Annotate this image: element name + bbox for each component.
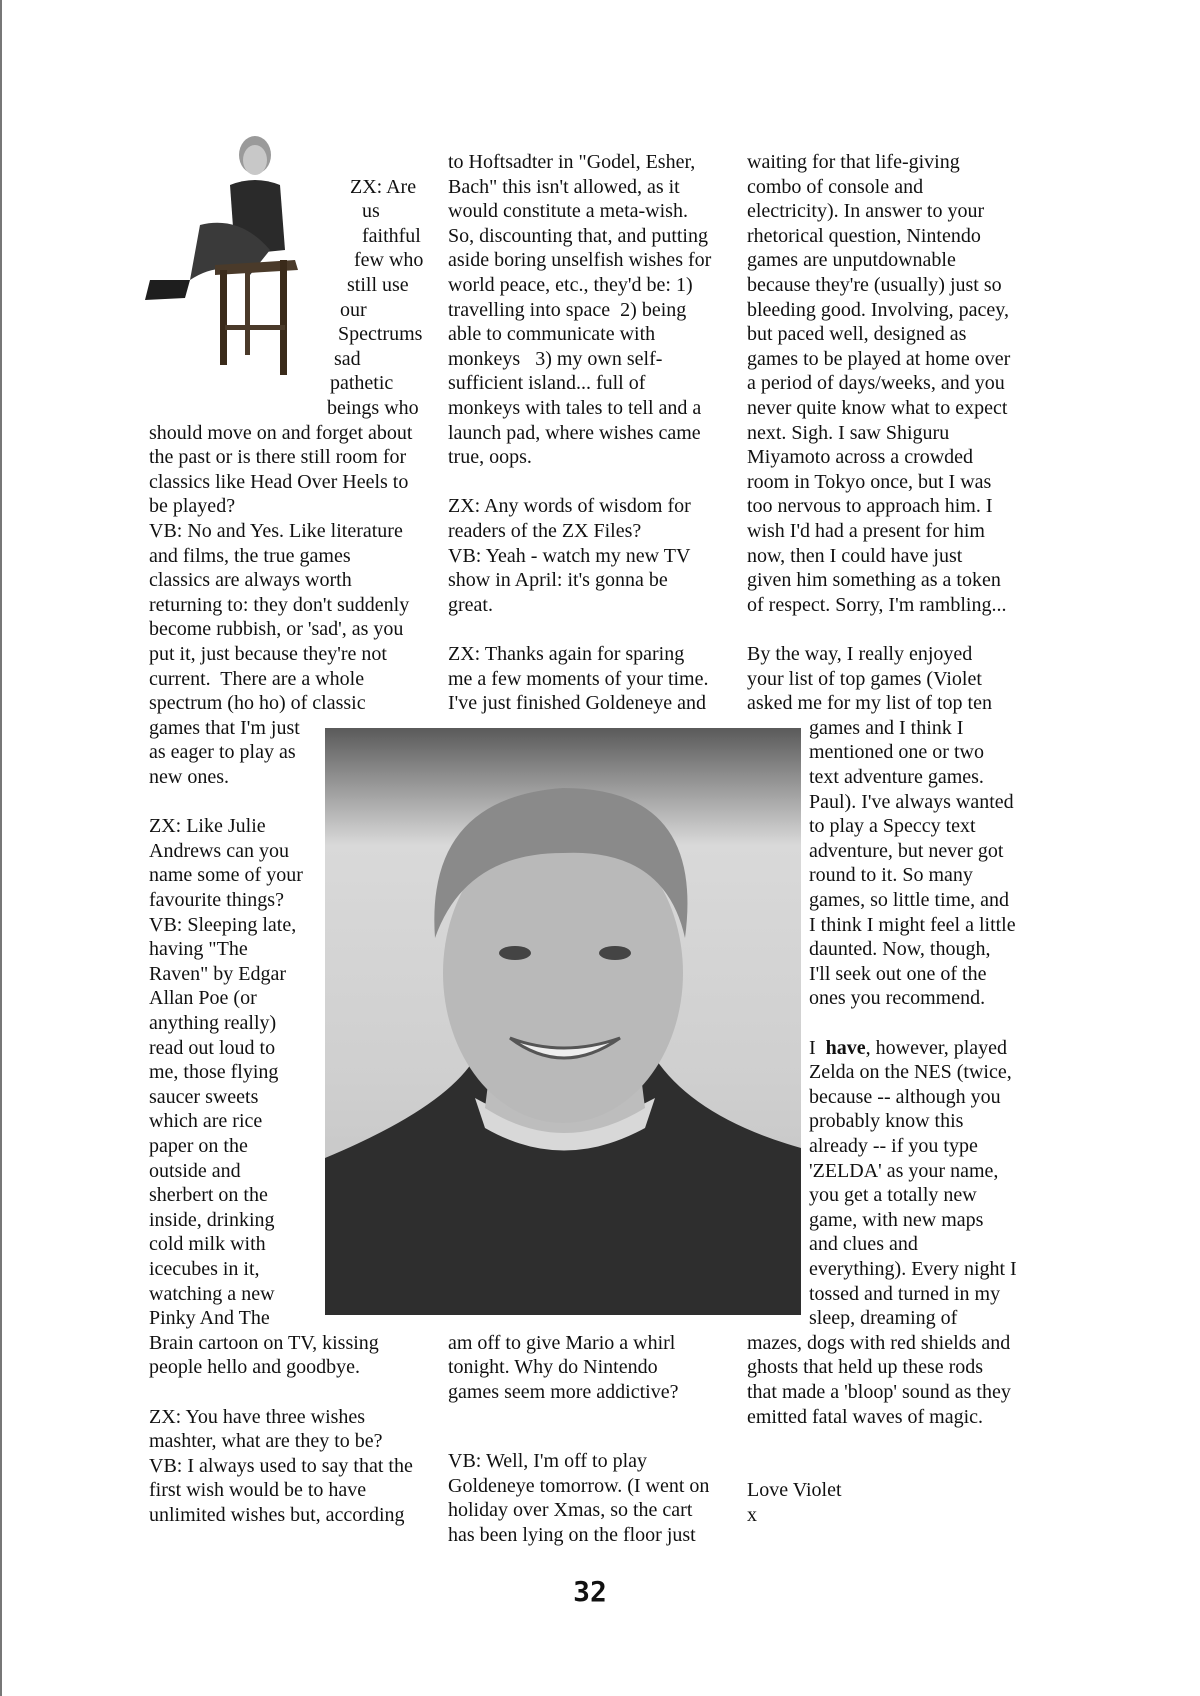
text-line: to Hoftsadter in "Godel, Esher, xyxy=(448,151,696,173)
text-line: few who xyxy=(354,249,424,272)
text-line: VB: Sleeping late, xyxy=(149,913,297,936)
text-line: games and I think I xyxy=(809,716,964,739)
text-segment: I xyxy=(809,1036,826,1059)
text-line: which are rice xyxy=(149,1110,263,1133)
text-line: Raven" by Edgar xyxy=(149,962,287,985)
text-line: great. xyxy=(448,593,493,616)
text-line: mazes, dogs with red shields and xyxy=(747,1331,1011,1354)
text-line: adventure, but never got xyxy=(809,839,1004,862)
text-line: bleeding good. Involving, pacey, xyxy=(747,298,1009,321)
text-line: people hello and goodbye. xyxy=(149,1356,361,1379)
text-line: Andrews can you xyxy=(149,839,289,862)
text-line: icecubes in it, xyxy=(149,1258,260,1280)
text-line: that made a 'bloop' sound as they xyxy=(747,1381,1011,1403)
text-line: Allan Poe (or xyxy=(149,987,257,1010)
text-line: rhetorical question, Nintendo xyxy=(747,224,981,247)
text-line: So, discounting that, and putting xyxy=(448,224,708,247)
text-segment: , however, played xyxy=(865,1036,1008,1059)
text-line: Zelda on the NES (twice, xyxy=(809,1061,1012,1084)
text-line: name some of your xyxy=(149,864,303,887)
text-line: room in Tokyo once, but I was xyxy=(747,470,992,493)
text-line: never quite know what to expect xyxy=(747,397,1008,419)
text-line: tossed and turned in my xyxy=(809,1282,1001,1305)
text-line: sleep, dreaming of xyxy=(809,1307,958,1330)
text-line: to play a Speccy text xyxy=(809,815,976,838)
portrait-photo xyxy=(325,728,801,1315)
text-line: but paced well, designed as xyxy=(747,323,967,346)
woman-on-chair-image xyxy=(130,130,330,395)
text-line: be played? xyxy=(149,495,236,518)
text-line: ZX: Like Julie xyxy=(149,815,266,838)
text-line: as eager to play as xyxy=(149,741,296,764)
text-line: everything). Every night I xyxy=(809,1258,1017,1280)
text-line: probably know this xyxy=(809,1110,964,1133)
text-line xyxy=(809,1036,1007,1061)
text-line: waiting for that life-giving xyxy=(747,151,960,173)
text-line: now, then I could have just xyxy=(747,544,963,567)
text-line: a period of days/weeks, and you xyxy=(747,372,1005,395)
text-line: I think I might feel a little xyxy=(809,913,1016,936)
chair-photo xyxy=(130,130,330,395)
text-line: emitted fatal waves of magic. xyxy=(747,1405,984,1428)
text-line: because they're (usually) just so xyxy=(747,274,1002,296)
text-line: combo of console and xyxy=(747,175,924,198)
text-line: Spectrums xyxy=(338,323,423,346)
text-line: game, with new maps xyxy=(809,1208,984,1231)
text-line: put it, just because they're not xyxy=(149,643,387,665)
text-line: VB: Well, I'm off to play xyxy=(448,1450,648,1472)
text-line: readers of the ZX Files? xyxy=(448,520,642,542)
text-line: faithful xyxy=(362,224,421,247)
text-line: paper on the xyxy=(149,1135,248,1157)
text-line: games, so little time, and xyxy=(809,889,1009,911)
text-line: asked me for my list of top ten xyxy=(747,692,992,715)
text-line: wish I'd had a present for him xyxy=(747,520,985,542)
text-line: cold milk with xyxy=(149,1233,266,1256)
text-line: favourite things? xyxy=(149,889,284,911)
text-line: sad xyxy=(334,347,361,370)
text-line: ghosts that held up these rods xyxy=(747,1356,984,1379)
text-line: me, those flying xyxy=(149,1061,279,1084)
text-line: games are unputdownable xyxy=(747,249,956,272)
text-line: sherbert on the xyxy=(149,1184,268,1207)
text-line: games that I'm just xyxy=(149,716,300,739)
text-line: given him something as a token xyxy=(747,569,1001,592)
text-line: classics like Head Over Heels to xyxy=(149,470,409,493)
text-line: having "The xyxy=(149,938,248,961)
text-line: still use xyxy=(347,274,409,296)
text-line: because -- although you xyxy=(809,1085,1001,1108)
text-line: outside and xyxy=(149,1159,241,1182)
text-line: read out loud to xyxy=(149,1036,276,1059)
text-line: would constitute a meta-wish. xyxy=(448,200,688,223)
text-line: monkeys with tales to tell and a xyxy=(448,397,702,419)
text-line: ZX: You have three wishes xyxy=(149,1405,366,1428)
bold-text: have xyxy=(825,1036,866,1059)
text-line: electricity). In answer to your xyxy=(747,200,985,223)
text-line: sufficient island... full of xyxy=(448,372,646,395)
text-line: games to be played at home over xyxy=(747,347,1011,370)
text-line: mentioned one or two xyxy=(809,741,984,764)
text-line: Paul). I've always wanted xyxy=(809,790,1014,813)
text-line: ones you recommend. xyxy=(809,987,986,1010)
text-line: VB: Yeah - watch my new TV xyxy=(448,544,691,567)
text-line: round to it. So many xyxy=(809,864,973,887)
text-line: able to communicate with xyxy=(448,323,656,346)
page-edge-line xyxy=(0,0,2,1696)
text-line: VB: I always used to say that the xyxy=(149,1454,413,1477)
text-line: your list of top games (Violet xyxy=(747,667,982,690)
text-line: ZX: Are xyxy=(350,175,417,198)
text-line: first wish would be to have xyxy=(149,1479,367,1502)
text-line: too nervous to approach him. I xyxy=(747,495,993,518)
text-line: classics are always worth xyxy=(149,569,352,592)
text-line: 'ZELDA' as your name, xyxy=(809,1159,999,1182)
text-line: aside boring unselfish wishes for xyxy=(448,249,712,272)
text-line: Love Violet xyxy=(747,1479,842,1502)
text-line: anything really) xyxy=(149,1012,277,1034)
text-line: me a few moments of your time. xyxy=(448,667,709,690)
text-line: spectrum (ho ho) of classic xyxy=(149,692,366,715)
text-line: returning to: they don't suddenly xyxy=(149,593,410,616)
text-line: Bach" this isn't allowed, as it xyxy=(448,175,680,198)
text-line: monkeys 3) my own self- xyxy=(448,347,663,370)
text-line: daunted. Now, though, xyxy=(809,938,991,961)
text-line: Goldeneye tomorrow. (I went on xyxy=(448,1474,710,1497)
text-line: am off to give Mario a whirl xyxy=(448,1331,676,1354)
text-line: next. Sigh. I saw Shiguru xyxy=(747,421,950,444)
text-line: and clues and xyxy=(809,1233,918,1256)
text-line: you get a totally new xyxy=(809,1184,977,1207)
text-line: of respect. Sorry, I'm rambling... xyxy=(747,593,1007,616)
text-line: travelling into space 2) being xyxy=(448,298,687,321)
text-line: Miyamoto across a crowded xyxy=(747,446,974,469)
text-line: become rubbish, or 'sad', as you xyxy=(149,618,404,641)
text-line: unlimited wishes but, according xyxy=(149,1504,405,1526)
text-line: inside, drinking xyxy=(149,1208,275,1231)
page-number: 32 xyxy=(573,1575,607,1608)
text-line: Brain cartoon on TV, kissing xyxy=(149,1331,379,1354)
text-line: beings who xyxy=(327,397,419,419)
text-line: ZX: Any words of wisdom for xyxy=(448,495,691,518)
text-line: watching a new xyxy=(149,1282,275,1305)
text-line: tonight. Why do Nintendo xyxy=(448,1356,658,1379)
text-line: true, oops. xyxy=(448,446,532,469)
text-line: current. There are a whole xyxy=(149,667,365,690)
text-line: text adventure games. xyxy=(809,766,984,788)
text-line: saucer sweets xyxy=(149,1085,259,1108)
text-line: has been lying on the floor just xyxy=(448,1523,696,1546)
text-line: x xyxy=(747,1504,757,1526)
text-line: already -- if you type xyxy=(809,1135,978,1157)
text-line: VB: No and Yes. Like literature xyxy=(149,520,403,542)
text-line: I've just finished Goldeneye and xyxy=(448,692,706,715)
text-line: launch pad, where wishes came xyxy=(448,421,701,444)
portrait-image xyxy=(325,728,801,1315)
text-line: new ones. xyxy=(149,766,229,788)
text-line: show in April: it's gonna be xyxy=(448,569,668,592)
text-line: the past or is there still room for xyxy=(149,446,407,469)
text-line: Pinky And The xyxy=(149,1307,270,1330)
text-line: our xyxy=(340,298,367,321)
text-line: By the way, I really enjoyed xyxy=(747,643,973,665)
text-line: I'll seek out one of the xyxy=(809,962,987,985)
text-line: us xyxy=(362,200,380,223)
text-line: world peace, etc., they'd be: 1) xyxy=(448,274,693,296)
text-line: games seem more addictive? xyxy=(448,1381,679,1403)
text-line: and films, the true games xyxy=(149,544,351,567)
text-line: pathetic xyxy=(330,372,394,395)
text-line: holiday over Xmas, so the cart xyxy=(448,1499,693,1522)
text-line: should move on and forget about xyxy=(149,421,413,444)
text-line: ZX: Thanks again for sparing xyxy=(448,643,685,665)
text-line: mashter, what are they to be? xyxy=(149,1430,383,1453)
